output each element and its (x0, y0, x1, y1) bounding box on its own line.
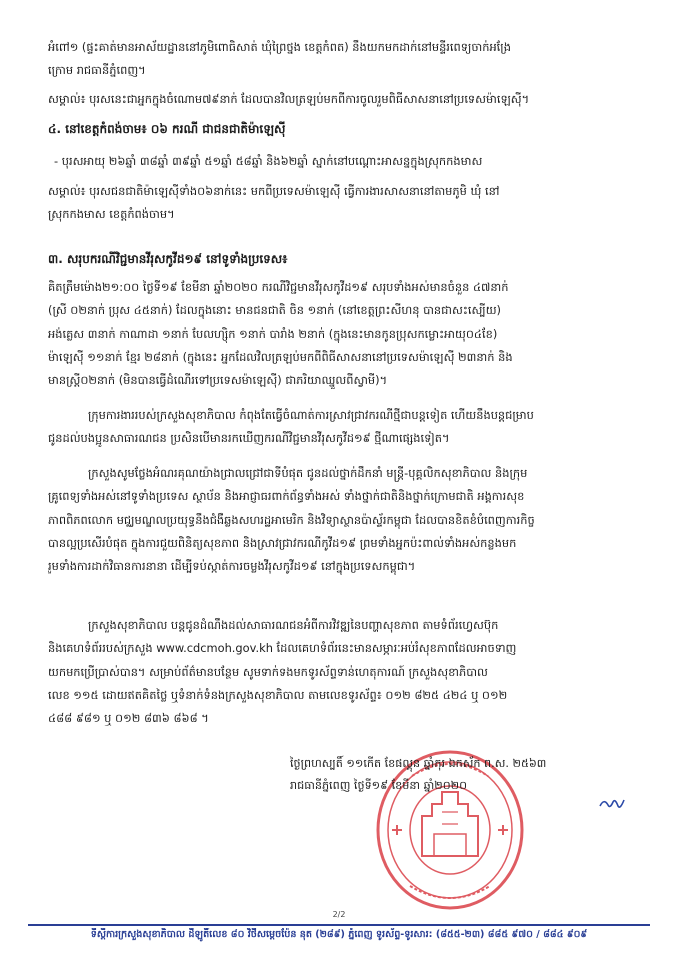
text-line: ក្រសួងសុខាភិបាល បន្តជូនដំណឹងដល់សាធារណជនអំពីការវិវឌ្ឍនៃបញ្ហាសុខភាព តាមទំព័រហ្វេសប៊ុក (88, 618, 499, 632)
text-line: ជូនដល់បងប្អូនសាធារណជន ប្រសិនបើមានរកឃើញករណីវិជ្ជមានវីរុសកូវីដ១៩ ថ្មីណាផ្សេងទៀត។ (48, 431, 450, 446)
text-line: គ្រូពេទ្យទាំងអស់នៅទូទាំងប្រទេស ស្ថាប័ន និងអាជ្ញាធរពាក់ព័ន្ធទាំងអស់ ទាំងថ្នាក់ជាតិនិងថ្នាក់ក្រោមជាតិ អង្គការសុខ (48, 489, 525, 504)
text-line: ស្រុកកងមាស ខេត្តកំពង់ចាម។ (48, 207, 175, 222)
text-line: (ស្រី ០២នាក់ ប្រុស ៤៥នាក់) ដែលក្នុងនោះ មានជនជាតិ ចិន ១នាក់ (នៅខេត្តព្រះសីហនុ បានជាសះស្បើយ) (48, 303, 501, 318)
text-line: លេខ ១១៥ ដោយឥតគិតថ្លៃ ឬទំនាក់ទំនងក្រសួងសុខាភិបាល តាមលេខទូរស័ព្ទ៖ ០១២ ៨២៥ ៤២៤ ឬ ០១២ (48, 687, 508, 702)
text-line: រួមទាំងការដាក់វិធានការនានា ដើម្បីទប់ស្កាត់ការចម្លងវីរុសកូវីដ១៩ នៅក្នុងប្រទេសកម្ពុជា។ (48, 559, 416, 574)
text-line: អំពៅ១ (ផ្ទះគាត់មានអាស័យដ្ឋាននៅភូមិពោធិសាត់ ឃុំព្រៃថ្នង ខេត្តកំពត) នឹងយកមកដាក់នៅមន្ទីរពេទ្យចាក់អង្រែ (48, 40, 511, 54)
text-line: ក្រោម រាជធានីភ្នំពេញ។ (48, 63, 146, 78)
text-line: មានស្ត្រី០២នាក់ (មិនបានធ្វើដំណើរទៅប្រទេសម៉ាឡេស៊ី) ជាភរិយាឈ្នួលពីស្វាមី)។ (48, 373, 388, 388)
section-heading-national-total (48, 248, 646, 271)
date-lunar: ថ្ងៃព្រហស្បតិ៍ ១១កើត ខែផល្គុន ឆ្នាំកុរ ឯកស័ក ព.ស. ២៥៦៣ (290, 757, 547, 770)
text-line: និងគេហទំព័ររបស់ក្រសួង www.cdcmoh.gov.kh ដែលគេហទំព័រនេះមានសម្ភារៈអប់រំសុខភាពដែលអាចទាញ (48, 641, 517, 656)
signature-block (290, 753, 650, 797)
paragraph-kampong-cham-patients (48, 150, 646, 173)
paragraph-national-total (48, 276, 646, 392)
heading-text: ៤. នៅខេត្តកំពង់ចាម៖ ០៦ ករណី ជាជនជាតិម៉ាឡេស៊ី (48, 122, 286, 136)
paragraph-thanks (48, 462, 646, 578)
paragraph-contact (48, 614, 646, 730)
footer-divider (28, 924, 650, 926)
text-line: បានល្អប្រសើរបំផុត ក្នុងការជួយពិនិត្យសុខភាព និងស្រាវជ្រាវករណីកូវីដ១៩ ព្រមទាំងអ្នកប៉ះពាល់ទាំងអស់កន្លងមក (48, 535, 517, 550)
text-line: គិតត្រឹមម៉ោង២១:០០ ថ្ងៃទី១៩ ខែមីនា ឆ្នាំ២០២០ ករណីវិជ្ជមានវីរុសកូវីដ១៩ សរុបទាំងអស់មានចំនួន ៤៧នាក់ (48, 280, 509, 294)
page-number: 2/2 (332, 910, 346, 919)
text-line: សម្គាល់៖ បុរសជនជាតិម៉ាឡេស៊ីទាំង០៦នាក់នេះ មកពីប្រទេសម៉ាឡេស៊ី ធ្វើការងារសាសនានៅតាមភូមិ ឃុំ នៅ (48, 184, 500, 198)
text-line: ក្រសួងសូមថ្លែងអំណរគុណយ៉ាងជ្រាលជ្រៅជាទីបំផុត ជូនដល់ថ្នាក់ដឹកនាំ មន្ត្រី-បុគ្គលិកសុខាភិបាល និងក្រុម (88, 466, 528, 480)
text-line: ភាពពិភពលោក មជ្ឈមណ្ឌលប្រយុទ្ធនឹងជំងឺឆ្លងសហរដ្ឋអាមេរិក និងវិទ្យាស្ថានប៉ាស្ទ័រកម្ពុជា ដែលបានខិតខំបំពេញការកិច្ច (48, 512, 535, 527)
text-line: ក្រុមការងាររបស់ក្រសួងសុខាភិបាល កំពុងតែធ្វើចំណាត់ការស្រាវជ្រាវករណីថ្មីជាបន្តទៀត ហើយនឹងបន្តជម្រាប (88, 408, 534, 422)
text-line: យកមកប្រើប្រាស់បាន។ សម្រាប់ព័ត៌មានបន្ថែម សូមទាក់ទងមកទូរស័ព្ទទាន់ហេតុការណ៍ ក្រសួងសុខាភិបាល (48, 664, 488, 679)
paragraph-investigation (48, 404, 646, 451)
text-line: សម្គាល់៖ បុរសនេះជាអ្នកក្នុងចំណោម៧៩នាក់ ដែលបានវិលត្រឡប់មកពីការចូលរួមពិធីសាសនានៅប្រទេសម៉ាឡេស៊ី។ (48, 92, 530, 106)
paragraph-note-2 (48, 180, 646, 227)
heading-text: ៣. សរុបករណីវិជ្ជមានវីរុសកូវីដ១៩ នៅទូទាំងប្រទេស៖ (48, 252, 288, 266)
signature-icon (598, 796, 626, 812)
paragraph-note-1 (48, 88, 646, 111)
text-line: អង់គ្លេស ៣នាក់ កាណាដា ១នាក់ បែលហ្ស៊ិក ១នាក់ បារាំង ២នាក់ (ក្នុងនេះមានកូនប្រុសកម្លោះអាយុ០៤ខែ) (48, 326, 498, 341)
date-solar: រាជធានីភ្នំពេញ ថ្ងៃទី១៩ ខែមីនា ឆ្នាំ២០២០ (290, 779, 468, 792)
text-line: - បុរសអាយុ ២៦ឆ្នាំ ៣៨ឆ្នាំ ៣៩ឆ្នាំ ៥១ឆ្នាំ ៥៨ឆ្នាំ និង៦២ឆ្នាំ ស្នាក់នៅបណ្តោះអាសន្នក្នុងស្រុកកងមាស (54, 154, 483, 168)
footer-address: ទីស្តីការក្រសួងសុខាភិបាល ដីឡូតិ៍លេខ ៨០ វិថីសម្ដេចប៉ែន នុត (២៨៩) ភ្នំពេញ ទូរស័ព្ទ-ទូរសារ: (៨៥៥-២៣) ៨៨៥ ៩៧០ / ៨៨៤ ៩០៩ (90, 929, 588, 940)
paragraph-patient-address (48, 36, 646, 83)
text-line: ម៉ាឡេស៊ី ១១នាក់ ខ្មែរ ២៨នាក់ (ក្នុងនេះ អ្នកដែលវិលត្រឡប់មកពីពិធីសាសនានៅប្រទេសម៉ាឡេស៊ី ២៣នាក់ និង (48, 349, 513, 364)
section-heading-kampong-cham (48, 118, 646, 141)
text-line: ៤៨៨ ៩៨១ ឬ ០១២ ៨៣៦ ៨៦៨ ។ (48, 711, 209, 726)
